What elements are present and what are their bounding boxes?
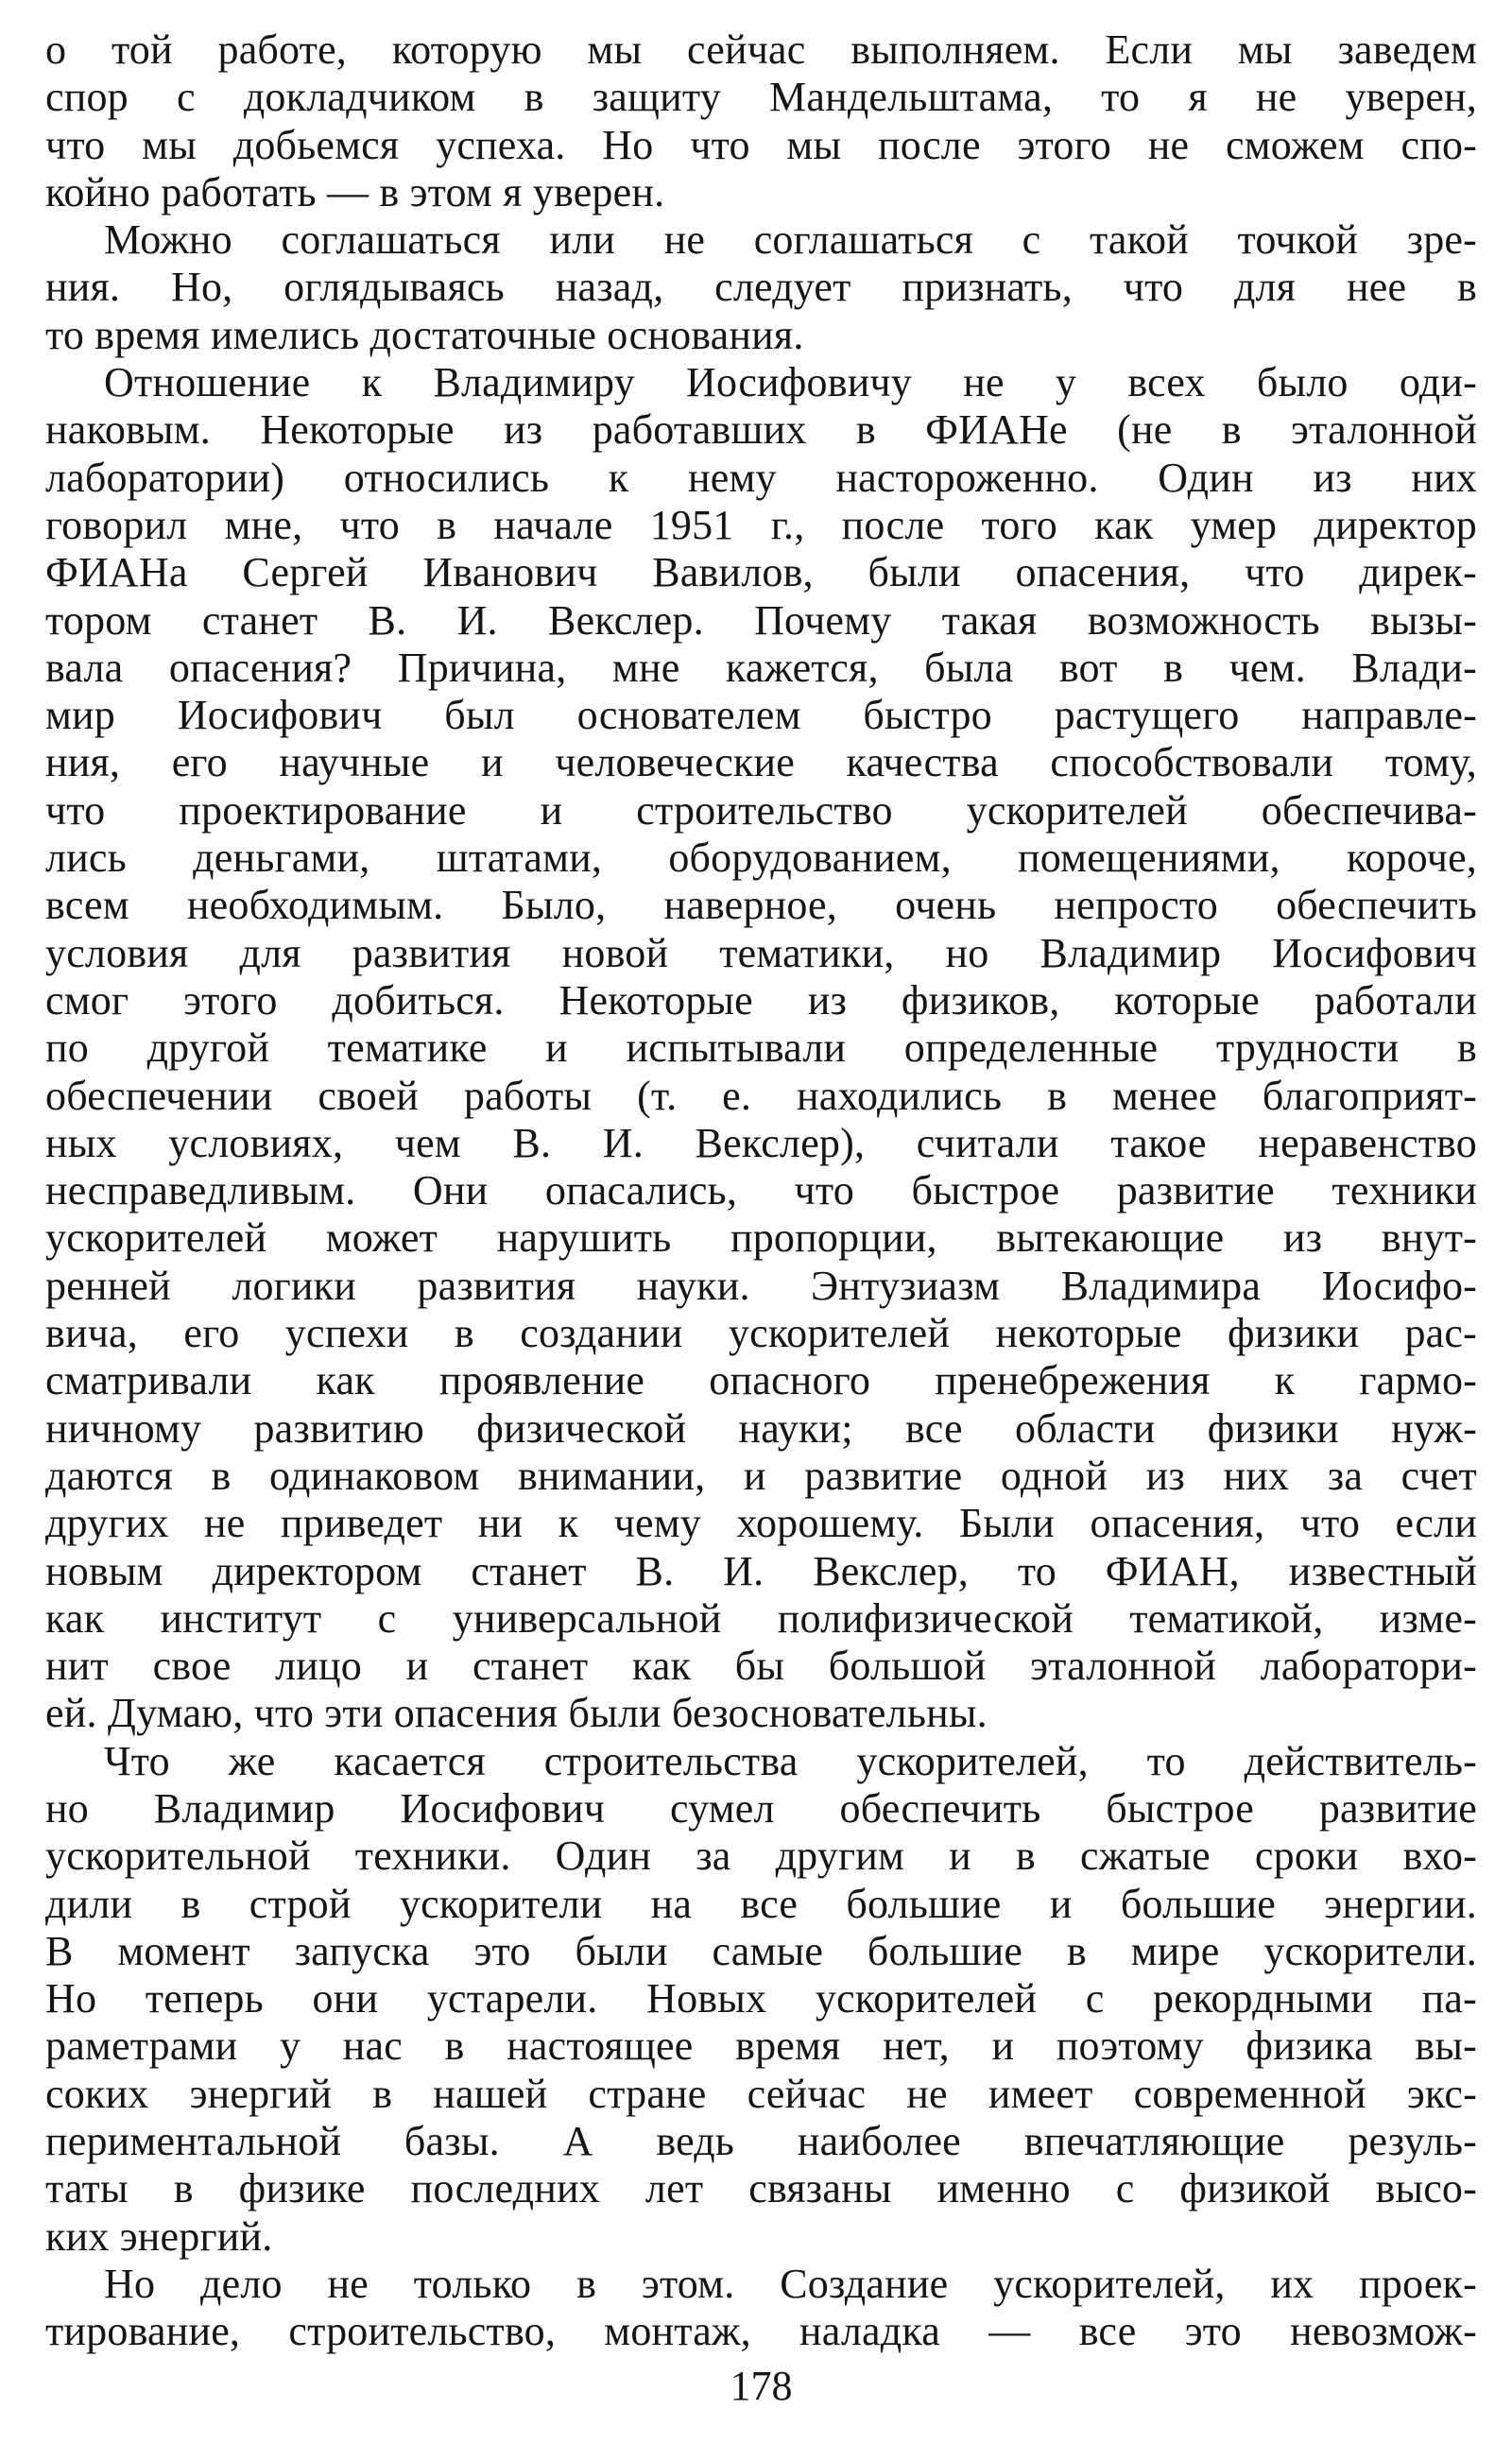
- text-line: ния, его научные и человеческие качества способствовали тому,: [45, 739, 1477, 786]
- text-line: обеспечении своей работы (т. е. находились в менее благоприят-: [45, 1072, 1477, 1119]
- book-page: [45, 26, 1477, 2446]
- text-line: что проектирование и строительство ускорителей обеспечива-: [45, 786, 1477, 834]
- text-line: мир Иосифович был основателем быстро растущего направле-: [45, 692, 1477, 739]
- text-line: ускорительной техники. Один за другим и в сжатые сроки вхо-: [45, 1833, 1477, 1880]
- text-line: условия для развития новой тематики, но Владимир Иосифович: [45, 929, 1477, 976]
- text-line: ных условиях, чем В. И. Векслер), считали такое неравенство: [45, 1119, 1477, 1166]
- text-line: вала опасения? Причина, мне кажется, была вот в чем. Влади-: [45, 644, 1477, 691]
- text-line: Что же касается строительства ускорителей, то действитель-: [104, 1737, 1477, 1784]
- text-line: по другой тематике и испытывали определенные трудности в: [45, 1024, 1477, 1072]
- text-line: нит свое лицо и станет как бы большой эталонной лаборатори-: [45, 1643, 1477, 1690]
- text-line: наковым. Некоторые из работавших в ФИАНе (не в эталонной: [45, 406, 1477, 454]
- text-line: сматривали как проявление опасного пренебрежения к гармо-: [45, 1357, 1477, 1404]
- text-line: соких энергий в нашей стране сейчас не имеет современной экс-: [45, 2070, 1477, 2117]
- text-line: тирование, строительство, монтаж, наладка — все это невозмож-: [45, 2308, 1477, 2355]
- text-line: о той работе, которую мы сейчас выполняем. Если мы заведем: [45, 26, 1477, 73]
- text-line: ускорителей может нарушить пропорции, вытекающие из внут-: [45, 1214, 1477, 1262]
- text-line: как институт с универсальной полифизической тематикой, изме-: [45, 1594, 1477, 1642]
- text-line: лаборатории) относились к нему настороженно. Один из них: [45, 454, 1477, 501]
- page-text: [45, 26, 1477, 2356]
- text-line: спор с докладчиком в защиту Мандельштама, то я не уверен,: [45, 74, 1477, 121]
- text-line: периментальной базы. А ведь наиболее впечатляющие резуль-: [45, 2118, 1477, 2165]
- text-line: ния. Но, оглядываясь назад, следует признать, что для нее в: [45, 264, 1477, 311]
- text-line: всем необходимым. Было, наверное, очень непросто обеспечить: [45, 882, 1477, 929]
- text-line: койно работать — в этом я уверен.: [45, 168, 665, 215]
- text-line: В момент запуска это были самые большие в мире ускорители.: [45, 1927, 1477, 1974]
- text-line: ких энергий.: [45, 2212, 273, 2260]
- text-line: Отношение к Владимиру Иосифовичу не у всех было оди-: [104, 359, 1477, 406]
- text-line: ренней логики развития науки. Энтузиазм Владимира Иосифо-: [45, 1262, 1477, 1309]
- text-line: новым директором станет В. И. Векслер, то ФИАН, известный: [45, 1547, 1477, 1594]
- text-line: Но теперь они устарели. Новых ускорителей с рекордными па-: [45, 1975, 1477, 2022]
- text-line: Но дело не только в этом. Создание ускорителей, их проек-: [104, 2260, 1477, 2307]
- page-number: 178: [730, 2363, 793, 2409]
- text-line: дили в строй ускорители на все большие и большие энергии.: [45, 1880, 1477, 1927]
- text-line: Можно соглашаться или не соглашаться с такой точкой зре-: [104, 216, 1477, 264]
- text-line: даются в одинаковом внимании, и развитие одной из них за счет: [45, 1452, 1477, 1499]
- text-line: несправедливым. Они опасались, что быстрое развитие техники: [45, 1167, 1477, 1214]
- text-line: но Владимир Иосифович сумел обеспечить быстрое развитие: [45, 1784, 1477, 1832]
- text-line: лись деньгами, штатами, оборудованием, помещениями, короче,: [45, 835, 1477, 882]
- text-line: ничному развитию физической науки; все области физики нуж-: [45, 1404, 1477, 1452]
- text-line: других не приведет ни к чему хорошему. Были опасения, что если: [45, 1500, 1477, 1547]
- text-line: то время имелись достаточные основания.: [45, 311, 804, 358]
- text-line: тором станет В. И. Векслер. Почему такая возможность вызы-: [45, 596, 1477, 644]
- text-line: таты в физике последних лет связаны именно с физикой высо-: [45, 2165, 1477, 2212]
- text-line: смог этого добиться. Некоторые из физиков, которые работали: [45, 976, 1477, 1024]
- text-line: ФИАНа Сергей Иванович Вавилов, были опасения, что дирек-: [45, 549, 1477, 596]
- text-line: вича, его успехи в создании ускорителей некоторые физики рас-: [45, 1310, 1477, 1357]
- text-line: ей. Думаю, что эти опасения были безосновательны.: [45, 1690, 988, 1737]
- text-line: раметрами у нас в настоящее время нет, и поэтому физика вы-: [45, 2022, 1477, 2070]
- text-line: говорил мне, что в начале 1951 г., после того как умер директор: [45, 501, 1477, 548]
- text-line: что мы добьемся успеха. Но что мы после этого не сможем спо-: [45, 121, 1477, 168]
